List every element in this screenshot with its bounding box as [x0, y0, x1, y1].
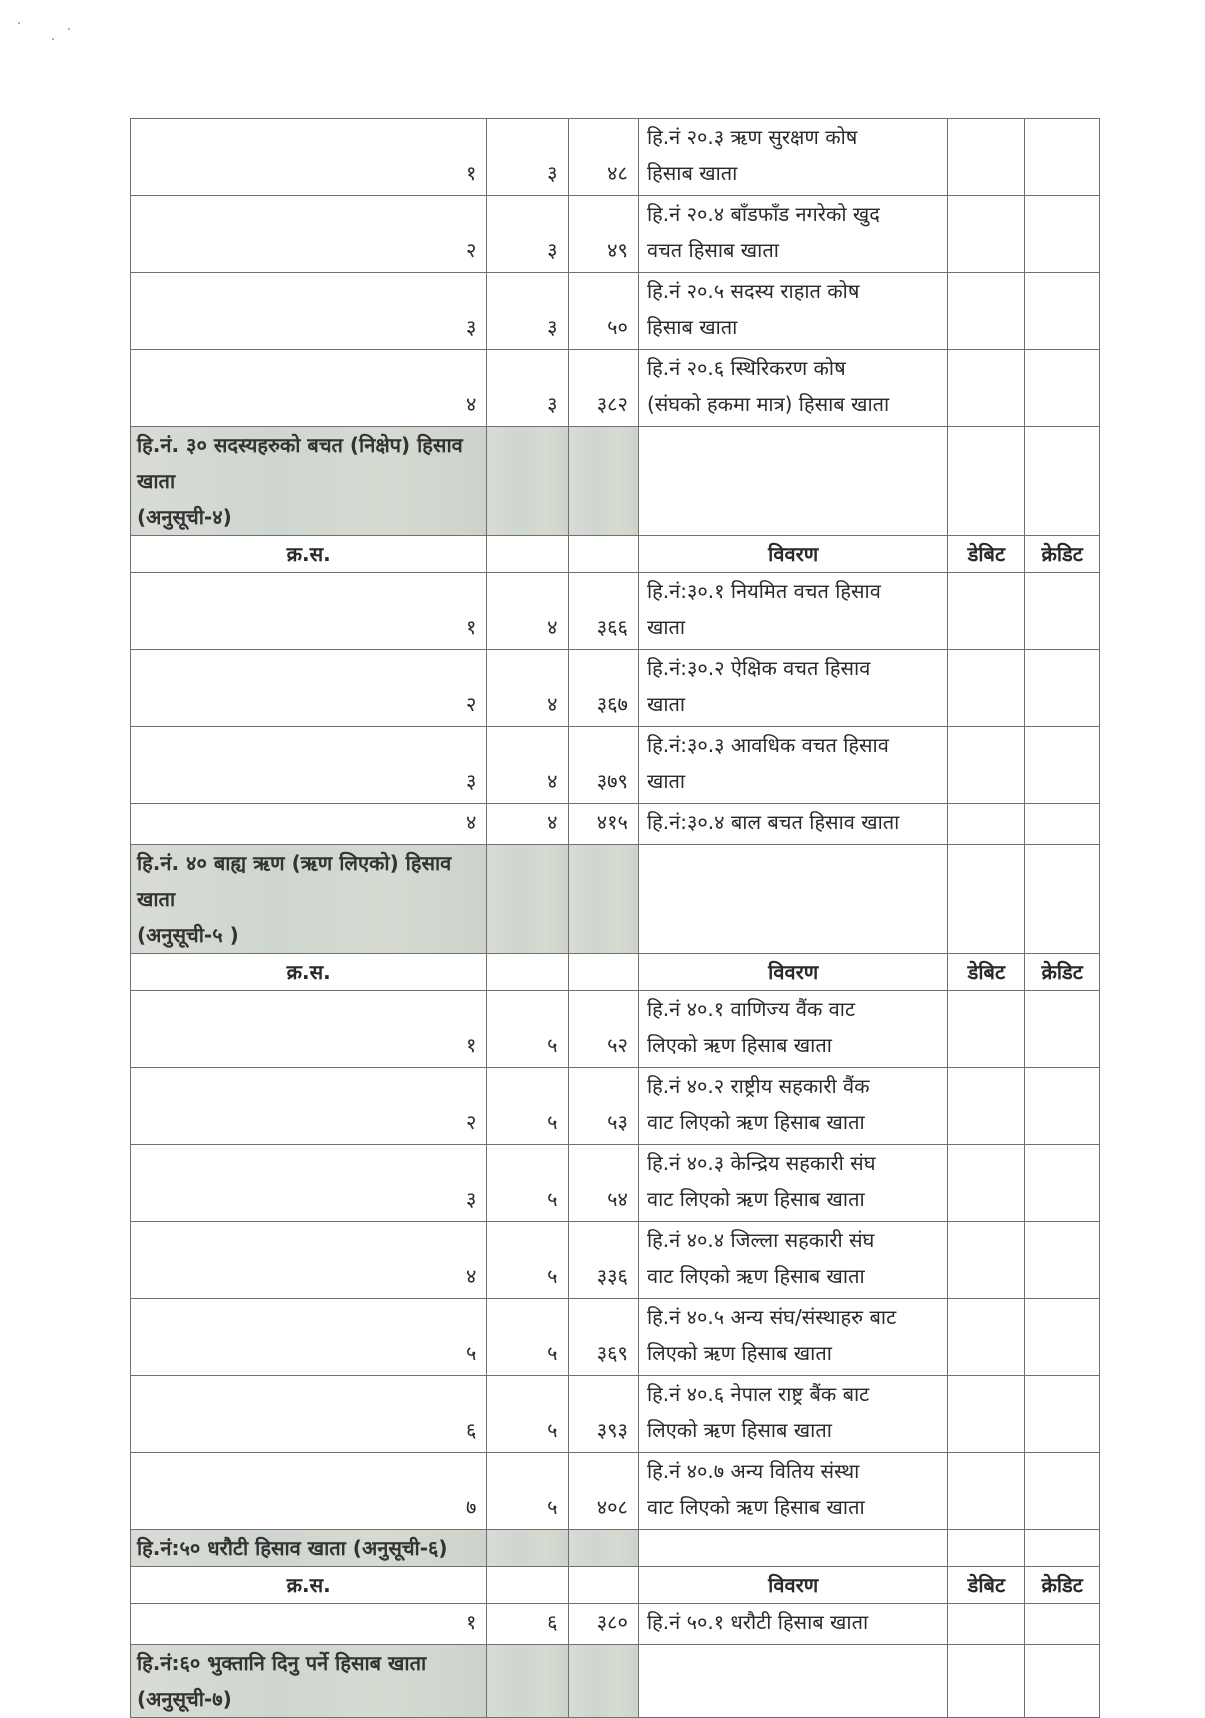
- section-title-row: [131, 427, 1100, 536]
- debit-cell: [948, 845, 1025, 954]
- debit-cell: [948, 273, 1025, 350]
- section-title-row: [131, 845, 1100, 954]
- account-code-cell: ३३६: [568, 1222, 638, 1299]
- section-title-line-1: हि.नं:५० धरौटी हिसाव खाता (अनुसूची-६): [137, 1536, 448, 1560]
- section-title: [131, 845, 487, 954]
- column-number-cell: ३: [487, 273, 568, 350]
- table-row: [131, 650, 1100, 727]
- blank-header-cell: [487, 536, 568, 573]
- credit-header: क्रेडिट: [1025, 536, 1100, 573]
- account-code-cell: ५२: [568, 991, 638, 1068]
- shaded-cell: [487, 1645, 568, 1718]
- table-row: [131, 1068, 1100, 1145]
- debit-cell: [948, 427, 1025, 536]
- debit-cell: [948, 804, 1025, 845]
- column-number-cell: ५: [487, 1299, 568, 1376]
- description-cell: [638, 1222, 947, 1299]
- row-lead-cell: ३: [131, 273, 487, 350]
- shaded-cell: [568, 1530, 638, 1567]
- account-code-cell: ५०: [568, 273, 638, 350]
- debit-header: डेबिट: [948, 1567, 1025, 1604]
- column-header-row: [131, 1567, 1100, 1604]
- account-code-cell: ३८२: [568, 350, 638, 427]
- table-row: [131, 350, 1100, 427]
- account-code-cell: ५४: [568, 1145, 638, 1222]
- debit-cell: [948, 196, 1025, 273]
- description-cell: [638, 119, 947, 196]
- row-lead-cell: ७: [131, 1453, 487, 1530]
- debit-cell: [948, 119, 1025, 196]
- column-number-cell: ४: [487, 650, 568, 727]
- row-lead-cell: २: [131, 1068, 487, 1145]
- column-header-row: [131, 536, 1100, 573]
- description-line-2: खाता: [646, 615, 686, 639]
- description-cell: [638, 350, 947, 427]
- credit-cell: [1025, 1068, 1100, 1145]
- table-row: [131, 1145, 1100, 1222]
- table-row: [131, 727, 1100, 804]
- debit-cell: [948, 650, 1025, 727]
- column-number-cell: ५: [487, 1376, 568, 1453]
- scan-speck: [52, 38, 54, 40]
- debit-cell: [948, 1604, 1025, 1645]
- debit-cell: [948, 1145, 1025, 1222]
- credit-cell: [1025, 196, 1100, 273]
- description-cell: [638, 1299, 947, 1376]
- description-line-2: वाट लिएको ऋण हिसाब खाता: [646, 1110, 865, 1134]
- credit-header: क्रेडिट: [1025, 1567, 1100, 1604]
- description-line-2: वाट लिएको ऋण हिसाब खाता: [646, 1495, 865, 1519]
- section-title: [131, 1645, 487, 1718]
- credit-cell: [1025, 727, 1100, 804]
- scan-speck: [18, 22, 20, 24]
- debit-cell: [948, 727, 1025, 804]
- debit-cell: [948, 991, 1025, 1068]
- row-lead-cell: १: [131, 991, 487, 1068]
- section-title-row: [131, 1645, 1100, 1718]
- debit-header: डेबिट: [948, 536, 1025, 573]
- column-number-cell: ३: [487, 119, 568, 196]
- column-number-cell: ४: [487, 727, 568, 804]
- description-cell: [638, 1453, 947, 1530]
- description-line-1: हि.नं ४०.७ अन्य वितिय संस्था: [646, 1459, 860, 1483]
- row-lead-cell: ४: [131, 350, 487, 427]
- description-line-1: हि.नं ४०.६ नेपाल राष्ट्र बैंक बाट: [646, 1382, 870, 1406]
- account-code-cell: ४०८: [568, 1453, 638, 1530]
- description-line-2: लिएको ऋण हिसाब खाता: [646, 1418, 832, 1442]
- table-row: [131, 991, 1100, 1068]
- description-line-1: हि.नं ४०.१ वाणिज्य वैंक वाट: [646, 997, 856, 1021]
- serial-number-header: क्र.स.: [131, 1567, 487, 1604]
- table-row: [131, 119, 1100, 196]
- blank-header-cell: [568, 1567, 638, 1604]
- description-cell: [638, 845, 947, 954]
- description-line-2: हिसाब खाता: [646, 161, 738, 185]
- blank-header-cell: [568, 954, 638, 991]
- account-code-cell: ३९३: [568, 1376, 638, 1453]
- table-row: [131, 573, 1100, 650]
- description-cell: [638, 573, 947, 650]
- column-number-cell: ६: [487, 1604, 568, 1645]
- account-ledger-table: [130, 118, 1100, 1718]
- row-lead-cell: ५: [131, 1299, 487, 1376]
- description-header: विवरण: [638, 954, 947, 991]
- description-line-1: हि.नं ४०.५ अन्य संघ/संस्थाहरु बाट: [646, 1305, 897, 1329]
- row-lead-cell: २: [131, 196, 487, 273]
- serial-number-header: क्र.स.: [131, 536, 487, 573]
- credit-cell: [1025, 1376, 1100, 1453]
- column-number-cell: ४: [487, 573, 568, 650]
- row-lead-cell: ३: [131, 1145, 487, 1222]
- section-title: [131, 1530, 487, 1567]
- description-line-2: खाता: [646, 769, 686, 793]
- section-title-row: [131, 1530, 1100, 1567]
- section-title-line-1: हि.नं. ४० बाह्य ऋण (ऋण लिएको) हिसाव खाता: [137, 851, 452, 911]
- description-line-1: हि.नं:३०.४ बाल बचत हिसाव खाता: [646, 810, 900, 834]
- blank-header-cell: [487, 954, 568, 991]
- table-row: [131, 1222, 1100, 1299]
- description-line-1: हि.नं:३०.१ नियमित वचत हिसाव: [646, 579, 881, 603]
- table-row: [131, 1453, 1100, 1530]
- description-line-1: हि.नं २०.६ स्थिरिकरण कोष: [646, 356, 846, 380]
- description-line-2: खाता: [646, 692, 686, 716]
- description-header: विवरण: [638, 536, 947, 573]
- column-number-cell: ५: [487, 1453, 568, 1530]
- debit-cell: [948, 1453, 1025, 1530]
- shaded-cell: [568, 845, 638, 954]
- description-line-1: हि.नं २०.४ बाँडफाँड नगरेको खुद: [646, 202, 880, 226]
- column-number-cell: ५: [487, 1145, 568, 1222]
- column-number-cell: ५: [487, 1222, 568, 1299]
- table-row: [131, 196, 1100, 273]
- shaded-cell: [487, 427, 568, 536]
- credit-cell: [1025, 1222, 1100, 1299]
- credit-cell: [1025, 273, 1100, 350]
- column-header-row: [131, 954, 1100, 991]
- blank-header-cell: [487, 1567, 568, 1604]
- description-line-1: हि.नं:३०.३ आवधिक वचत हिसाव: [646, 733, 889, 757]
- debit-cell: [948, 1299, 1025, 1376]
- account-code-cell: ४१५: [568, 804, 638, 845]
- shaded-cell: [487, 845, 568, 954]
- description-cell: [638, 727, 947, 804]
- row-lead-cell: १: [131, 573, 487, 650]
- debit-cell: [948, 1376, 1025, 1453]
- description-line-1: हि.नं २०.३ ऋण सुरक्षण कोष: [646, 125, 858, 149]
- account-code-cell: ३६६: [568, 573, 638, 650]
- description-cell: [638, 991, 947, 1068]
- description-cell: [638, 804, 947, 845]
- credit-cell: [1025, 1530, 1100, 1567]
- column-number-cell: ४: [487, 804, 568, 845]
- description-line-2: वाट लिएको ऋण हिसाब खाता: [646, 1187, 865, 1211]
- description-cell: [638, 1376, 947, 1453]
- ledger-body: [131, 119, 1100, 1718]
- row-lead-cell: ४: [131, 1222, 487, 1299]
- description-cell: [638, 650, 947, 727]
- description-cell: [638, 1145, 947, 1222]
- column-number-cell: ५: [487, 1068, 568, 1145]
- description-line-2: (संघको हकमा मात्र) हिसाब खाता: [646, 392, 890, 416]
- credit-cell: [1025, 573, 1100, 650]
- row-lead-cell: ३: [131, 727, 487, 804]
- table-row: [131, 1376, 1100, 1453]
- section-title-line-1: हि.नं. ३० सदस्यहरुको बचत (निक्षेप) हिसाव खाता: [137, 433, 463, 493]
- credit-cell: [1025, 650, 1100, 727]
- description-cell: [638, 196, 947, 273]
- column-number-cell: ३: [487, 196, 568, 273]
- description-cell: [638, 1068, 947, 1145]
- description-line-2: लिएको ऋण हिसाब खाता: [646, 1033, 832, 1057]
- account-code-cell: ४८: [568, 119, 638, 196]
- credit-cell: [1025, 991, 1100, 1068]
- credit-cell: [1025, 845, 1100, 954]
- blank-header-cell: [568, 536, 638, 573]
- debit-cell: [948, 573, 1025, 650]
- column-number-cell: ५: [487, 991, 568, 1068]
- shaded-cell: [568, 427, 638, 536]
- account-code-cell: ३६७: [568, 650, 638, 727]
- table-row: [131, 1604, 1100, 1645]
- shaded-cell: [487, 1530, 568, 1567]
- debit-cell: [948, 1530, 1025, 1567]
- section-title: [131, 427, 487, 536]
- description-line-2: वाट लिएको ऋण हिसाब खाता: [646, 1264, 865, 1288]
- debit-cell: [948, 1068, 1025, 1145]
- description-line-1: हि.नं ४०.२ राष्ट्रीय सहकारी वैंक: [646, 1074, 870, 1098]
- row-lead-cell: १: [131, 1604, 487, 1645]
- description-header: विवरण: [638, 1567, 947, 1604]
- description-cell: [638, 273, 947, 350]
- account-code-cell: ३७९: [568, 727, 638, 804]
- row-lead-cell: २: [131, 650, 487, 727]
- serial-number-header: क्र.स.: [131, 954, 487, 991]
- description-line-1: हि.नं ५०.१ धरौटी हिसाब खाता: [646, 1610, 869, 1634]
- section-title-line-2: (अनुसूची-५ ): [137, 923, 239, 947]
- description-cell: [638, 1645, 947, 1718]
- description-line-1: हि.नं ४०.४ जिल्ला सहकारी संघ: [646, 1228, 875, 1252]
- credit-cell: [1025, 1453, 1100, 1530]
- credit-cell: [1025, 1604, 1100, 1645]
- credit-cell: [1025, 1299, 1100, 1376]
- row-lead-cell: ६: [131, 1376, 487, 1453]
- account-code-cell: ५३: [568, 1068, 638, 1145]
- credit-cell: [1025, 350, 1100, 427]
- description-line-2: हिसाब खाता: [646, 315, 738, 339]
- account-code-cell: ४९: [568, 196, 638, 273]
- description-line-2: लिएको ऋण हिसाब खाता: [646, 1341, 832, 1365]
- description-line-1: हि.नं २०.५ सदस्य राहात कोष: [646, 279, 860, 303]
- shaded-cell: [568, 1645, 638, 1718]
- account-code-cell: ३८०: [568, 1604, 638, 1645]
- row-lead-cell: ४: [131, 804, 487, 845]
- account-code-cell: ३६९: [568, 1299, 638, 1376]
- description-line-2: वचत हिसाब खाता: [646, 238, 779, 262]
- debit-header: डेबिट: [948, 954, 1025, 991]
- debit-cell: [948, 350, 1025, 427]
- credit-cell: [1025, 804, 1100, 845]
- credit-cell: [1025, 119, 1100, 196]
- table-row: [131, 804, 1100, 845]
- section-title-line-1: हि.नं:६० भुक्तानि दिनु पर्ने हिसाब खाता (अनुसूची-७): [137, 1651, 427, 1711]
- description-line-1: हि.नं:३०.२ ऐक्षिक वचत हिसाव: [646, 656, 871, 680]
- table-row: [131, 273, 1100, 350]
- credit-cell: [1025, 1145, 1100, 1222]
- debit-cell: [948, 1645, 1025, 1718]
- credit-cell: [1025, 427, 1100, 536]
- credit-header: क्रेडिट: [1025, 954, 1100, 991]
- description-cell: [638, 1530, 947, 1567]
- section-title-line-2: (अनुसूची-४): [137, 505, 232, 529]
- table-row: [131, 1299, 1100, 1376]
- credit-cell: [1025, 1645, 1100, 1718]
- description-cell: [638, 1604, 947, 1645]
- row-lead-cell: १: [131, 119, 487, 196]
- scan-speck: [68, 28, 70, 30]
- debit-cell: [948, 1222, 1025, 1299]
- column-number-cell: ३: [487, 350, 568, 427]
- description-cell: [638, 427, 947, 536]
- description-line-1: हि.नं ४०.३ केन्द्रिय सहकारी संघ: [646, 1151, 876, 1175]
